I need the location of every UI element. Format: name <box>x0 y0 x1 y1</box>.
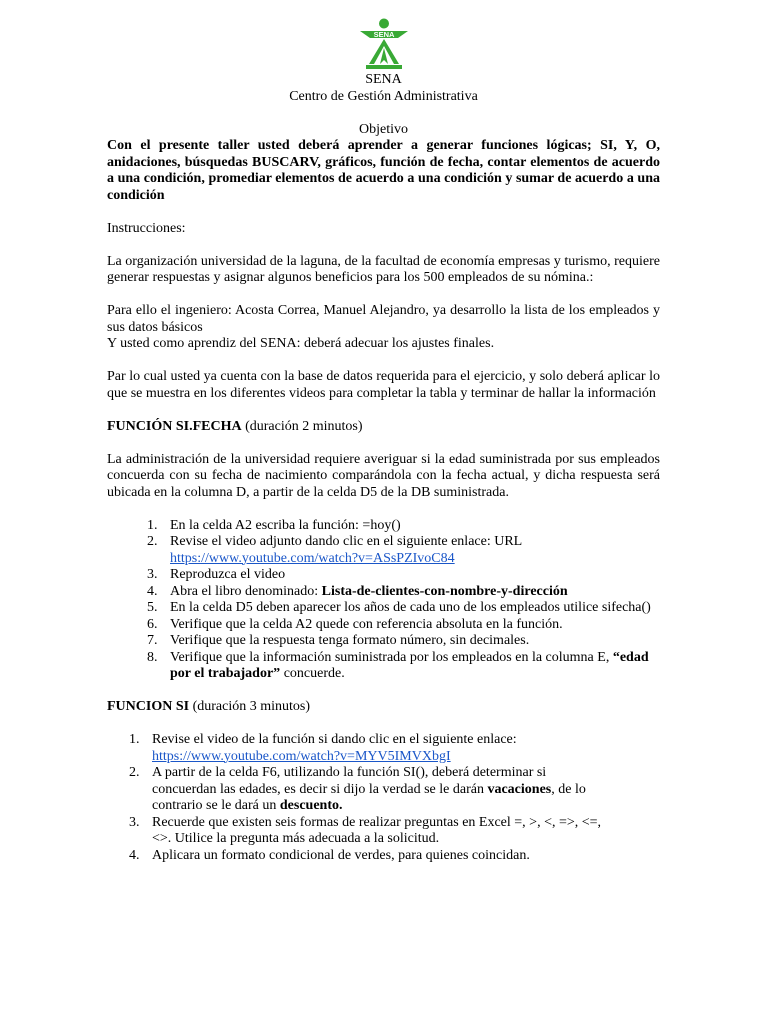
instructions-paragraph-3: Par lo cual usted ya cuenta con la base de datos requerida para el ejercicio, y solo deberá aplicar lo que se muestra en los diferentes videos para completar la tabla y terminar de hallar la información <box>107 369 660 401</box>
section2-title-duration: (duración 3 minutos) <box>189 699 310 714</box>
list-item: 2. Revise el video adjunto dando clic en el siguiente enlace: URL https://www.youtube.com/watch?v=ASsPZIvoC84 <box>147 534 523 566</box>
section1-intro: La administración de la universidad requiere averiguar si la edad suministrada por sus empleados concuerda con su fecha de nacimiento comparándola con la fecha actual, y dicha respuesta será ubicada en la columna D, a partir de la celda D5 de la DB suministrada. <box>107 451 660 500</box>
sena-logo <box>107 18 660 72</box>
list-item: 4. Aplicara un formato condicional de verdes, para quienes coincidan. <box>129 847 530 863</box>
instructions-heading: Instrucciones: <box>107 220 186 236</box>
instructions-paragraph-1: La organización universidad de la laguna, de la facultad de economía empresas y turismo, requiere generar respuestas y asignar algunos beneficios para los 500 empleados de su nómina.: <box>107 253 660 285</box>
youtube-link-sifecha[interactable]: https://www.youtube.com/watch?v=ASsPZIvoC84 <box>170 550 455 566</box>
list-item: 1. Revise el video de la función si dando clic en el siguiente enlace: https://www.youtube.com/watch?v=MYV5IMVXbgI <box>129 732 517 764</box>
section1-title-bold: FUNCIÓN SI.FECHA <box>107 418 242 434</box>
list-item: 6. Verifique que la celda A2 quede con referencia absoluta en la función. <box>147 616 563 632</box>
section1-title-duration: (duración 2 minutos) <box>241 418 363 434</box>
org-name: SENA <box>365 72 402 87</box>
list-item: 4. Abra el libro denominado: Lista-de-clientes-con-nombre-y-dirección <box>147 583 568 599</box>
list-item: 5. En la celda D5 deben aparecer los años de cada uno de los empleados utilice sifecha() <box>147 600 651 615</box>
list-item: 3. Reproduzca el video <box>147 567 286 582</box>
objective-text: Con el presente taller usted deberá aprender a generar funciones lógicas; SI, Y, O, anidaciones, búsquedas BUSCARV, gráficos, función de fecha, contar elementos de acuerdo a una condición, promediar elementos de acuerdo a una condición y sumar de acuerdo a una condición <box>107 138 660 203</box>
section2-steps <box>107 732 660 864</box>
section2-title <box>107 699 660 716</box>
sena-logo-icon <box>358 18 410 72</box>
list-item: 8. Verifique que la información suministrada por los empleados en la columna E, “edad por el trabajador” concuerde. <box>147 649 649 681</box>
list-item: 1. En la celda A2 escriba la función: =hoy() <box>147 517 401 533</box>
section1-title <box>107 419 660 436</box>
objective-heading: Objetivo <box>359 121 408 137</box>
section1-steps <box>107 518 660 683</box>
youtube-link-si[interactable]: https://www.youtube.com/watch?v=MYV5IMVXbgI <box>152 748 451 764</box>
instructions-paragraph-2b: Y usted como aprendiz del SENA: deberá adecuar los ajustes finales. <box>107 336 495 351</box>
document-page <box>107 18 660 864</box>
instructions-paragraph-2a: Para ello el ingeniero: Acosta Correa, Manuel Alejandro, ya desarrollo la lista de los empleados y sus datos básicos <box>107 303 660 335</box>
svg-text:SENA: SENA <box>373 30 394 40</box>
list-item: 7. Verifique que la respuesta tenga formato número, sin decimales. <box>147 633 530 648</box>
list-item: 3. Recuerde que existen seis formas de realizar preguntas en Excel =, >, <, =>, <=, <>. Utilice la pregunta más adecuada a la solicitud. <box>129 814 602 846</box>
section2-title-bold: FUNCION SI <box>107 699 190 714</box>
center-name: Centro de Gestión Administrativa <box>289 88 478 104</box>
list-item: 2. A partir de la celda F6, utilizando la función SI(), deberá determinar si concuerdan las edades, es decir si dijo la verdad se le darán vacaciones, de lo contrario se le dará un descuento. <box>129 765 586 813</box>
